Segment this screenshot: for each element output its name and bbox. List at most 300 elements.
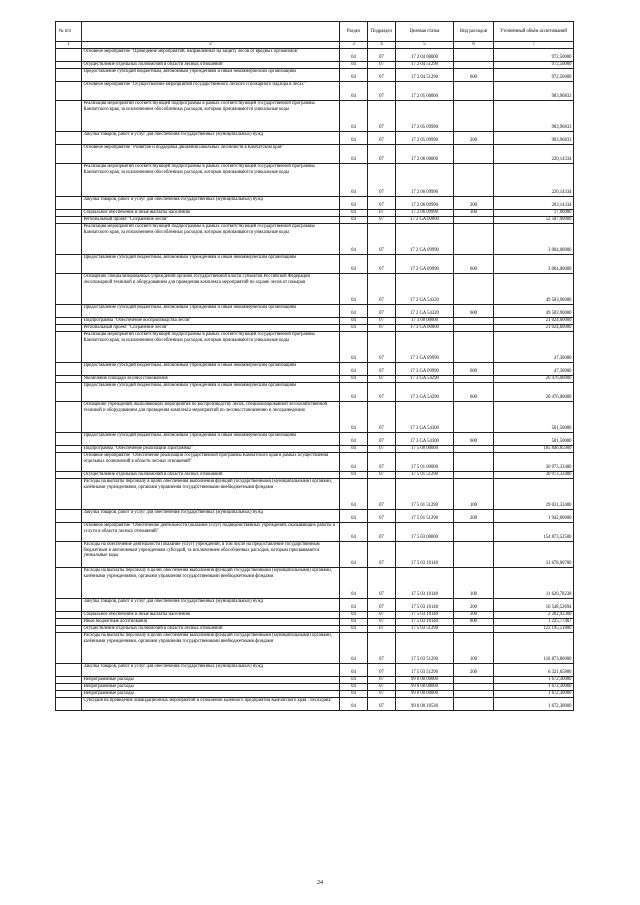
subsection-cell: 07 xyxy=(368,255,396,274)
target-article-cell: 17 5 01 51290 xyxy=(396,479,454,510)
target-article-cell: 17 2 04 00000 xyxy=(396,49,454,62)
section-cell: 04 xyxy=(340,376,368,383)
budget-table xyxy=(55,21,574,711)
item-name-cell: Предоставление субсидий бюджетным, автономным учреждениям и иным некоммерческим организациям xyxy=(82,433,340,446)
section-cell: 04 xyxy=(340,568,368,599)
item-name-cell: Закупка товаров, работ и услуг для обеспечения государственных (муниципальных) нужд xyxy=(82,599,340,612)
amount-cell: 47,30000 xyxy=(494,332,574,363)
item-name-cell: Подпрограмма "Обеспечение воспроизводства лесов" xyxy=(82,318,340,325)
item-name-cell: Предоставление субсидий бюджетным, автономным учреждениям и иным некоммерческим организациям xyxy=(82,69,340,82)
table-row xyxy=(56,599,574,612)
amount-cell: 6 321,65800 xyxy=(494,664,574,677)
amount-cell: 203,14334 xyxy=(494,197,574,210)
amount-cell: 116 873,86000 xyxy=(494,633,574,664)
table-row xyxy=(56,433,574,446)
header-name xyxy=(82,22,340,42)
amount-cell: 972,50000 xyxy=(494,49,574,62)
column-number-row xyxy=(56,42,574,49)
table-row xyxy=(56,332,574,363)
subsection-cell: 07 xyxy=(368,197,396,210)
expense-type-cell xyxy=(454,82,494,101)
row-number-cell xyxy=(56,101,82,132)
expense-type-cell xyxy=(454,62,494,69)
amount-cell: 31 678,00700 xyxy=(494,542,574,568)
item-name-cell: Закупка товаров, работ и услуг для обеспечения государственных (муниципальных) нужд xyxy=(82,132,340,145)
target-article-cell: 99 0 00 00000 xyxy=(396,691,454,698)
expense-type-cell: 800 xyxy=(454,619,494,626)
item-name-cell: Основное мероприятие "Развитие и поддержка движения школьных лесничеств в Камчатском крае" xyxy=(82,145,340,164)
item-name-cell: Непрограммные расходы xyxy=(82,677,340,684)
amount-cell: 29 031,33400 xyxy=(494,479,574,510)
header-row-number: № п/п xyxy=(56,22,82,42)
section-cell: 04 xyxy=(340,274,368,305)
expense-type-cell xyxy=(454,453,494,472)
amount-cell: 903,96833 xyxy=(494,132,574,145)
target-article-cell: 17 3 GA 54290 xyxy=(396,383,454,402)
expense-type-cell xyxy=(454,691,494,698)
item-name-cell: Основное мероприятие "Осуществление мероприятий государственного лесного и пожарного надзора в лесах" xyxy=(82,82,340,101)
target-article-cell: 17 3 00 00000 xyxy=(396,318,454,325)
expense-type-cell xyxy=(454,684,494,691)
table-row xyxy=(56,446,574,453)
amount-cell: 47,30000 xyxy=(494,363,574,376)
section-cell: 04 xyxy=(340,325,368,332)
row-number-cell xyxy=(56,677,82,684)
item-name-cell: Региональный проект "Сохранение лесов" xyxy=(82,217,340,224)
subsection-cell: 07 xyxy=(368,363,396,376)
table-row xyxy=(56,453,574,472)
amount-cell: 16 548,52694 xyxy=(494,599,574,612)
item-name-cell: Социальное обеспечение и иные выплаты населению xyxy=(82,612,340,619)
item-name-cell: Предоставление субсидий бюджетным, автономным учреждениям и иным некоммерческим организациям xyxy=(82,383,340,402)
target-article-cell: 17 3 GA 54300 xyxy=(396,433,454,446)
subsection-cell: 07 xyxy=(368,510,396,523)
item-name-cell: Оснащение специализированных учреждений органов государственной власти субъектов Российской Федерации лесопожарной техникой и оборудованием для проведения комплекса мероприятий по охране лесов от пожаров xyxy=(82,274,340,305)
row-number-cell xyxy=(56,383,82,402)
target-article-cell: 17 5 03 51290 xyxy=(396,633,454,664)
subsection-cell: 07 xyxy=(368,677,396,684)
target-article-cell: 17 2 05 09990 xyxy=(396,101,454,132)
subsection-cell: 07 xyxy=(368,274,396,305)
section-cell: 04 xyxy=(340,698,368,711)
row-number-cell xyxy=(56,612,82,619)
section-cell: 04 xyxy=(340,433,368,446)
item-name-cell: Расходы на выплаты персоналу в целях обеспечения выполнения функций государственными (муниципальными) органами, казёнными учреждениями, органами управления государственными внебюджетными фондами xyxy=(82,479,340,510)
row-number-cell xyxy=(56,332,82,363)
expense-type-cell: 200 xyxy=(454,664,494,677)
expense-type-cell xyxy=(454,376,494,383)
expense-type-cell xyxy=(454,318,494,325)
target-article-cell: 17 2 05 00000 xyxy=(396,82,454,101)
row-number-cell xyxy=(56,510,82,523)
row-number-cell xyxy=(56,523,82,542)
amount-cell: 49 503,90000 xyxy=(494,274,574,305)
item-name-cell: Закупка товаров, работ и услуг для обеспечения государственных (муниципальных) нужд xyxy=(82,510,340,523)
section-cell: 04 xyxy=(340,599,368,612)
table-row xyxy=(56,479,574,510)
row-number-cell xyxy=(56,698,82,711)
section-cell: 04 xyxy=(340,101,368,132)
subsection-cell: 07 xyxy=(368,383,396,402)
target-article-cell: 17 5 03 10140 xyxy=(396,612,454,619)
expense-type-cell xyxy=(454,523,494,542)
item-name-cell: Основное мероприятие "Обеспечение реализации государственной программы Камчатского края в рамках осуществления отдельных полномочий в области лесных отношений" xyxy=(82,453,340,472)
expense-type-cell xyxy=(454,164,494,197)
row-number-cell xyxy=(56,472,82,479)
subsection-cell: 07 xyxy=(368,433,396,446)
amount-cell: 20 476,00000 xyxy=(494,383,574,402)
expense-type-cell: 200 xyxy=(454,132,494,145)
amount-cell: 123 195,51800 xyxy=(494,626,574,633)
table-row xyxy=(56,568,574,599)
target-article-cell: 17 2 06 00000 xyxy=(396,145,454,164)
item-name-cell: Увеличение площади лесовосстановления xyxy=(82,376,340,383)
target-article-cell: 17 2 04 51290 xyxy=(396,62,454,69)
row-number-cell xyxy=(56,599,82,612)
amount-cell: 1 672,30000 xyxy=(494,677,574,684)
table-row xyxy=(56,523,574,542)
table-row xyxy=(56,224,574,255)
expense-type-cell: 100 xyxy=(454,568,494,599)
amount-cell: 1 225,77467 xyxy=(494,619,574,626)
amount-cell: 30 973,33400 xyxy=(494,453,574,472)
amount-cell: 903,96833 xyxy=(494,82,574,101)
expense-type-cell xyxy=(454,217,494,224)
table-row xyxy=(56,363,574,376)
header-amount: Уточнённый объём ассигнований xyxy=(494,22,574,42)
subsection-cell: 07 xyxy=(368,479,396,510)
target-article-cell: 17 3 GA 09990 xyxy=(396,363,454,376)
subsection-cell: 07 xyxy=(368,472,396,479)
section-cell: 04 xyxy=(340,164,368,197)
expense-type-cell: 200 xyxy=(454,599,494,612)
section-cell: 04 xyxy=(340,677,368,684)
target-article-cell: 17 2 06 09990 xyxy=(396,164,454,197)
amount-cell: 17,00000 xyxy=(494,210,574,217)
target-article-cell: 17 5 03 00000 xyxy=(396,523,454,542)
item-name-cell: Основное мероприятие "Проведение мероприятий, направленных на защиту лесов от вредных организмов" xyxy=(82,49,340,62)
table-row xyxy=(56,698,574,711)
row-number-cell xyxy=(56,69,82,82)
section-cell: 04 xyxy=(340,402,368,433)
item-name-cell: Закупка товаров, работ и услуг для обеспечения государственных (муниципальных) нужд xyxy=(82,197,340,210)
subsection-cell: 07 xyxy=(368,101,396,132)
item-name-cell: Реализация мероприятий соответствующей подпрограммы в рамках соответствующей государственной программы Камчатского края, за исключением обособленных расходов, которым присваиваются уникальные коды xyxy=(82,101,340,132)
amount-cell: 11 620,78238 xyxy=(494,568,574,599)
expense-type-cell xyxy=(454,332,494,363)
row-number-cell xyxy=(56,402,82,433)
expense-type-cell: 600 xyxy=(454,363,494,376)
expense-type-cell xyxy=(454,145,494,164)
section-cell: 04 xyxy=(340,626,368,633)
subsection-cell: 07 xyxy=(368,402,396,433)
expense-type-cell xyxy=(454,224,494,255)
item-name-cell: Социальное обеспечение и иные выплаты населению xyxy=(82,210,340,217)
section-cell: 04 xyxy=(340,619,368,626)
subsection-cell: 07 xyxy=(368,453,396,472)
item-name-cell: Субсидия на проведение ликвидационных мероприятий в отношении казенного предприятия Камчатского края "Лесохрана" xyxy=(82,698,340,711)
page-number: 24 xyxy=(317,880,323,886)
expense-type-cell xyxy=(454,101,494,132)
row-number-cell xyxy=(56,255,82,274)
section-cell: 04 xyxy=(340,49,368,62)
item-name-cell: Предоставление субсидий бюджетным, автономным учреждениям и иным некоммерческим организациям xyxy=(82,255,340,274)
row-number-cell xyxy=(56,479,82,510)
table-row xyxy=(56,197,574,210)
target-article-cell: 17 2 GA 54320 xyxy=(396,305,454,318)
subsection-cell: 07 xyxy=(368,224,396,255)
target-article-cell: 17 2 05 09990 xyxy=(396,132,454,145)
subsection-cell: 07 xyxy=(368,633,396,664)
section-cell: 04 xyxy=(340,633,368,664)
table-row xyxy=(56,325,574,332)
amount-cell: 49 503,90000 xyxy=(494,305,574,318)
section-cell: 04 xyxy=(340,446,368,453)
amount-cell: 21 024,60000 xyxy=(494,325,574,332)
table-row xyxy=(56,664,574,677)
table-header-row xyxy=(56,22,574,42)
row-number-cell xyxy=(56,626,82,633)
table-row xyxy=(56,49,574,62)
expense-type-cell xyxy=(454,626,494,633)
item-name-cell: Осуществление отдельных полномочий в области лесных отношений xyxy=(82,472,340,479)
section-cell: 04 xyxy=(340,210,368,217)
amount-cell: 501,50000 xyxy=(494,433,574,446)
row-number-cell xyxy=(56,210,82,217)
table-row xyxy=(56,684,574,691)
row-number-cell xyxy=(56,664,82,677)
table-row xyxy=(56,402,574,433)
subsection-cell: 07 xyxy=(368,599,396,612)
target-article-cell: 17 3 GA 54290 xyxy=(396,376,454,383)
item-name-cell: Региональный проект "Сохранение лесов" xyxy=(82,325,340,332)
amount-cell: 30 973,33400 xyxy=(494,472,574,479)
section-cell: 04 xyxy=(340,383,368,402)
subsection-cell: 07 xyxy=(368,305,396,318)
section-cell: 04 xyxy=(340,664,368,677)
row-number-cell xyxy=(56,274,82,305)
expense-type-cell xyxy=(454,698,494,711)
target-article-cell: 17 5 03 10140 xyxy=(396,619,454,626)
item-name-cell: Расходы на обеспечение деятельности (оказание услуг) учреждений, в том числе на предоставление государственным бюджетным и автономным учреждениям субсидий, за исключением обособленных расходов, которым присваиваются уникальные коды xyxy=(82,542,340,568)
section-cell: 04 xyxy=(340,453,368,472)
target-article-cell: 17 2 06 09990 xyxy=(396,210,454,217)
target-article-cell: 17 5 01 00000 xyxy=(396,453,454,472)
row-number-cell xyxy=(56,446,82,453)
item-name-cell: Непрограммные расходы xyxy=(82,684,340,691)
table-row xyxy=(56,132,574,145)
amount-cell: 20 476,00000 xyxy=(494,376,574,383)
item-name-cell: Реализация мероприятий соответствующей подпрограммы в рамках соответствующей государственной программы Камчатского края, за исключением обособленных расходов, которым присваиваются уникальные коды xyxy=(82,164,340,197)
row-number-cell xyxy=(56,633,82,664)
item-name-cell: Непрограммные расходы xyxy=(82,691,340,698)
expense-type-cell xyxy=(454,325,494,332)
expense-type-cell: 300 xyxy=(454,210,494,217)
header-expense-type: Вид расходов xyxy=(454,22,494,42)
table-row xyxy=(56,217,574,224)
section-cell: 04 xyxy=(340,684,368,691)
section-cell: 04 xyxy=(340,145,368,164)
target-article-cell: 17 3 GA 09990 xyxy=(396,332,454,363)
section-cell: 04 xyxy=(340,691,368,698)
amount-cell: 1 672,30000 xyxy=(494,691,574,698)
subsection-cell: 07 xyxy=(368,69,396,82)
row-number-cell xyxy=(56,453,82,472)
target-article-cell: 17 5 01 51290 xyxy=(396,510,454,523)
amount-cell: 220,14334 xyxy=(494,164,574,197)
amount-cell: 903,96833 xyxy=(494,101,574,132)
expense-type-cell xyxy=(454,542,494,568)
target-article-cell: 17 5 03 10140 xyxy=(396,568,454,599)
target-article-cell: 17 5 01 51290 xyxy=(396,472,454,479)
column-number: 2 xyxy=(82,42,340,49)
section-cell: 04 xyxy=(340,255,368,274)
subsection-cell: 07 xyxy=(368,132,396,145)
item-name-cell: Предоставление субсидий бюджетным, автономным учреждениям и иным некоммерческим организациям xyxy=(82,363,340,376)
table-row xyxy=(56,62,574,69)
target-article-cell: 17 5 03 10140 xyxy=(396,599,454,612)
expense-type-cell xyxy=(454,274,494,305)
item-name-cell: Подпрограмма "Обеспечение реализации Программы" xyxy=(82,446,340,453)
section-cell: 04 xyxy=(340,197,368,210)
table-row xyxy=(56,164,574,197)
column-number: 1 xyxy=(56,42,82,49)
amount-cell: 1 672,30000 xyxy=(494,698,574,711)
subsection-cell: 07 xyxy=(368,691,396,698)
column-number: 7 xyxy=(494,42,574,49)
column-number: 4 xyxy=(368,42,396,49)
subsection-cell: 07 xyxy=(368,145,396,164)
row-number-cell xyxy=(56,619,82,626)
table-row xyxy=(56,510,574,523)
table-row xyxy=(56,274,574,305)
target-article-cell: 17 2 04 51290 xyxy=(396,69,454,82)
item-name-cell: Расходы на выплаты персоналу в целях обеспечения выполнения функций государственными (муниципальными) органами, казёнными учреждениями, органами управления государственными внебюджетными фондами xyxy=(82,568,340,599)
row-number-cell xyxy=(56,376,82,383)
column-number: 3 xyxy=(340,42,368,49)
item-name-cell: Осуществление отдельных полномочий в области лесных отношений xyxy=(82,626,340,633)
amount-cell: 2 282,92300 xyxy=(494,612,574,619)
target-article-cell: 17 5 03 10140 xyxy=(396,542,454,568)
expense-type-cell xyxy=(454,677,494,684)
row-number-cell xyxy=(56,197,82,210)
table-row xyxy=(56,82,574,101)
expense-type-cell: 300 xyxy=(454,612,494,619)
target-article-cell: 99 0 00 10530 xyxy=(396,698,454,711)
table-row xyxy=(56,101,574,132)
subsection-cell: 07 xyxy=(368,332,396,363)
item-name-cell: Предоставление субсидий бюджетным, автономным учреждениям и иным некоммерческим организациям xyxy=(82,305,340,318)
row-number-cell xyxy=(56,217,82,224)
table-row xyxy=(56,677,574,684)
header-section: Раздел xyxy=(340,22,368,42)
row-number-cell xyxy=(56,132,82,145)
row-number-cell xyxy=(56,325,82,332)
amount-cell: 21 024,60000 xyxy=(494,318,574,325)
item-name-cell: Осуществление отдельных полномочий в области лесных отношений xyxy=(82,62,340,69)
section-cell: 04 xyxy=(340,542,368,568)
subsection-cell: 07 xyxy=(368,523,396,542)
row-number-cell xyxy=(56,224,82,255)
subsection-cell: 07 xyxy=(368,376,396,383)
subsection-cell: 07 xyxy=(368,49,396,62)
table-row xyxy=(56,626,574,633)
row-number-cell xyxy=(56,691,82,698)
row-number-cell xyxy=(56,49,82,62)
subsection-cell: 07 xyxy=(368,626,396,633)
subsection-cell: 07 xyxy=(368,619,396,626)
subsection-cell: 07 xyxy=(368,446,396,453)
expense-type-cell xyxy=(454,472,494,479)
section-cell: 04 xyxy=(340,523,368,542)
table-row xyxy=(56,318,574,325)
subsection-cell: 07 xyxy=(368,684,396,691)
row-number-cell xyxy=(56,164,82,197)
row-number-cell xyxy=(56,318,82,325)
section-cell: 04 xyxy=(340,82,368,101)
section-cell: 04 xyxy=(340,305,368,318)
table-row xyxy=(56,633,574,664)
expense-type-cell: 600 xyxy=(454,255,494,274)
column-number: 6 xyxy=(454,42,494,49)
section-cell: 04 xyxy=(340,217,368,224)
subsection-cell: 07 xyxy=(368,568,396,599)
amount-cell: 52 507,90000 xyxy=(494,217,574,224)
amount-cell: 1 942,00000 xyxy=(494,510,574,523)
subsection-cell: 07 xyxy=(368,542,396,568)
row-number-cell xyxy=(56,363,82,376)
target-article-cell: 17 3 GA 54300 xyxy=(396,402,454,433)
table-row xyxy=(56,691,574,698)
expense-type-cell: 600 xyxy=(454,69,494,82)
expense-type-cell: 200 xyxy=(454,197,494,210)
expense-type-cell xyxy=(454,402,494,433)
table-row xyxy=(56,612,574,619)
row-number-cell xyxy=(56,82,82,101)
section-cell: 04 xyxy=(340,132,368,145)
expense-type-cell: 200 xyxy=(454,510,494,523)
amount-cell: 220,14334 xyxy=(494,145,574,164)
table-row xyxy=(56,69,574,82)
amount-cell: 1 672,30000 xyxy=(494,684,574,691)
table-row xyxy=(56,305,574,318)
section-cell: 04 xyxy=(340,69,368,82)
amount-cell: 154 873,52500 xyxy=(494,523,574,542)
amount-cell: 972,50000 xyxy=(494,62,574,69)
row-number-cell xyxy=(56,684,82,691)
item-name-cell: Реализация мероприятий соответствующей подпрограммы в рамках соответствующей государственной программы Камчатского края, за исключением обособленных расходов, которым присваиваются уникальные коды xyxy=(82,332,340,363)
column-number: 5 xyxy=(396,42,454,49)
subsection-cell: 07 xyxy=(368,210,396,217)
row-number-cell xyxy=(56,145,82,164)
target-article-cell: 17 3 GA 00000 xyxy=(396,325,454,332)
expense-type-cell xyxy=(454,446,494,453)
table-body xyxy=(56,49,574,711)
row-number-cell xyxy=(56,305,82,318)
target-article-cell: 17 2 06 09990 xyxy=(396,197,454,210)
subsection-cell: 07 xyxy=(368,325,396,332)
expense-type-cell: 100 xyxy=(454,479,494,510)
row-number-cell xyxy=(56,62,82,69)
target-article-cell: 17 5 03 51290 xyxy=(396,626,454,633)
item-name-cell: Оснащение учреждений, выполняющих мероприятия по воспроизводству лесов, специализированной лесохозяйственной техникой и оборудованием для проведения комплекса мероприятий по лесовосстановлению и лесоразведению xyxy=(82,402,340,433)
item-name-cell: Иные бюджетные ассигнования xyxy=(82,619,340,626)
amount-cell: 3 004,00000 xyxy=(494,255,574,274)
section-cell: 04 xyxy=(340,62,368,69)
target-article-cell: 17 2 GA 54320 xyxy=(396,274,454,305)
subsection-cell: 07 xyxy=(368,164,396,197)
item-name-cell: Расходы на выплаты персоналу в целях обеспечения выполнения функций государственными (муниципальными) органами, казёнными учреждениями, органами управления государственными внебюджетными фондами xyxy=(82,633,340,664)
